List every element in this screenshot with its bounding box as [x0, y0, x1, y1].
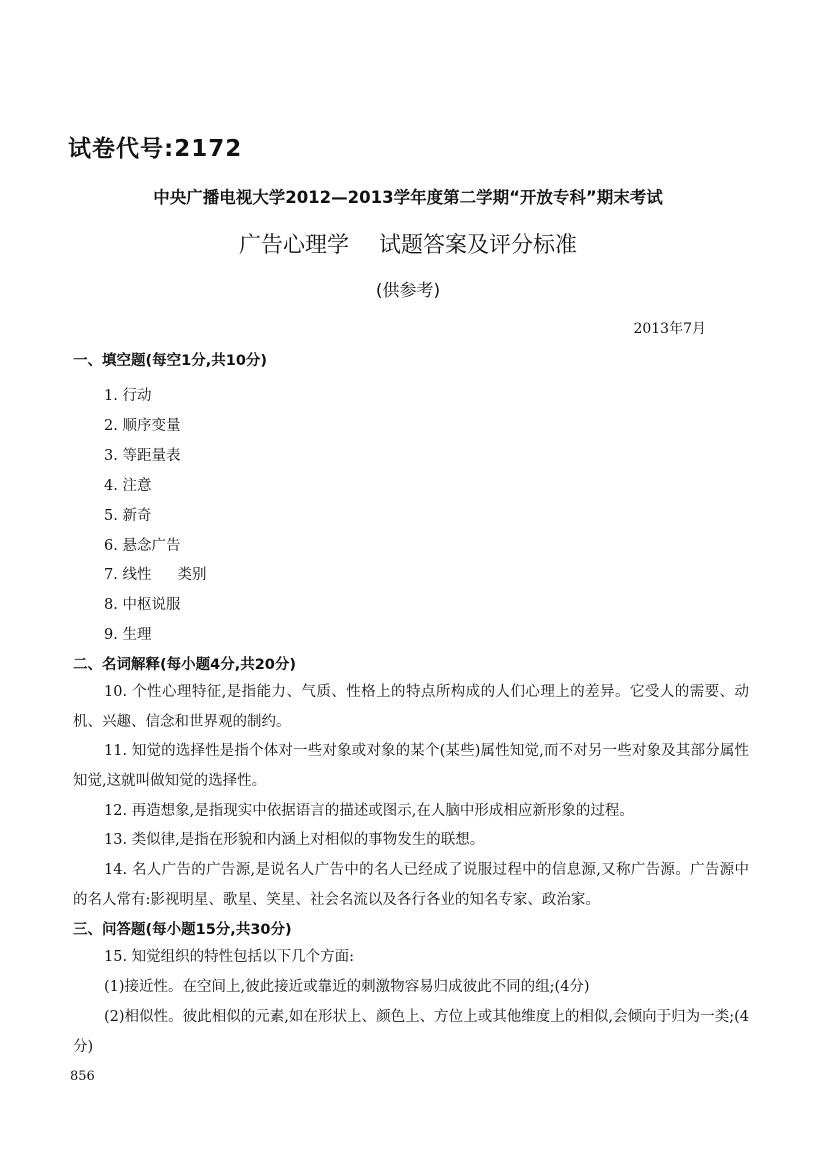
answer-item: 5. 新奇: [104, 508, 152, 524]
answer-paragraph: 15. 知觉组织的特性包括以下几个方面:: [104, 949, 355, 965]
definition-paragraph: 12. 再造想象,是指现实中依据语言的描述或图示,在人脑中形成相应新形象的过程。: [104, 803, 634, 819]
answer-item: 6. 悬念广告: [104, 538, 181, 554]
answer-item: 2. 顺序变量: [104, 418, 181, 434]
section-heading-fill-in: 一、填空题(每空1分,共10分): [73, 353, 268, 369]
answer-item-7: [104, 563, 206, 584]
section-heading-terms: 二、名词解释(每小题4分,共20分): [73, 657, 297, 673]
answer-item: 8. 中枢说服: [104, 597, 181, 613]
definition-paragraph: 13. 类似律,是指在形貌和内涵上对相似的事物发生的联想。: [104, 832, 485, 848]
answer-item-text: 7. 线性: [104, 567, 152, 583]
university-exam-title: 中央广播电视大学2012—2013学年度第二学期“开放专科”期末考试: [153, 188, 663, 207]
answer-item: 1. 行动: [104, 388, 152, 404]
answer-paragraph: (1)接近性。在空间上,彼此接近或靠近的刺激物容易归成彼此不同的组;(4分): [104, 979, 590, 995]
course-title-line: [0, 228, 816, 259]
answer-key-subtitle: 试题答案及评分标准: [379, 233, 578, 258]
answer-item-extra: 类别: [177, 567, 207, 583]
answer-paragraph: (2)相似性。彼此相似的元素,如在形状上、颜色上、方位上或其他维度上的相似,会倾向于归为一类;(4分): [73, 1009, 749, 1055]
answer-item: 4. 注意: [104, 478, 152, 494]
exam-code: 试卷代号:2172: [68, 136, 243, 162]
answer-item: 3. 等距量表: [104, 448, 181, 464]
answer-item: 9. 生理: [104, 627, 152, 643]
section-heading-questions: 三、问答题(每小题15分,共30分): [73, 922, 292, 938]
definition-paragraph: 14. 名人广告的广告源,是说名人广告中的名人已经成了说服过程中的信息源,又称广告源。广告源中的名人常有:影视明星、歌星、笑星、社会名流以及各行各业的知名专家、政治家。: [73, 862, 749, 908]
definition-paragraph: 10. 个性心理特征,是指能力、气质、性格上的特点所构成的人们心理上的差异。它受人的需要、动机、兴趣、信念和世界观的制约。: [73, 684, 749, 730]
course-name: 广告心理学: [238, 233, 349, 258]
definition-paragraph: 11. 知觉的选择性是指个体对一些对象或对象的某个(某些)属性知觉,而不对另一些对象及其部分属性知觉,这就叫做知觉的选择性。: [73, 743, 749, 789]
exam-date: 2013年7月: [633, 321, 706, 337]
reference-note: (供参考): [375, 281, 441, 301]
page-number: 856: [70, 1069, 95, 1084]
